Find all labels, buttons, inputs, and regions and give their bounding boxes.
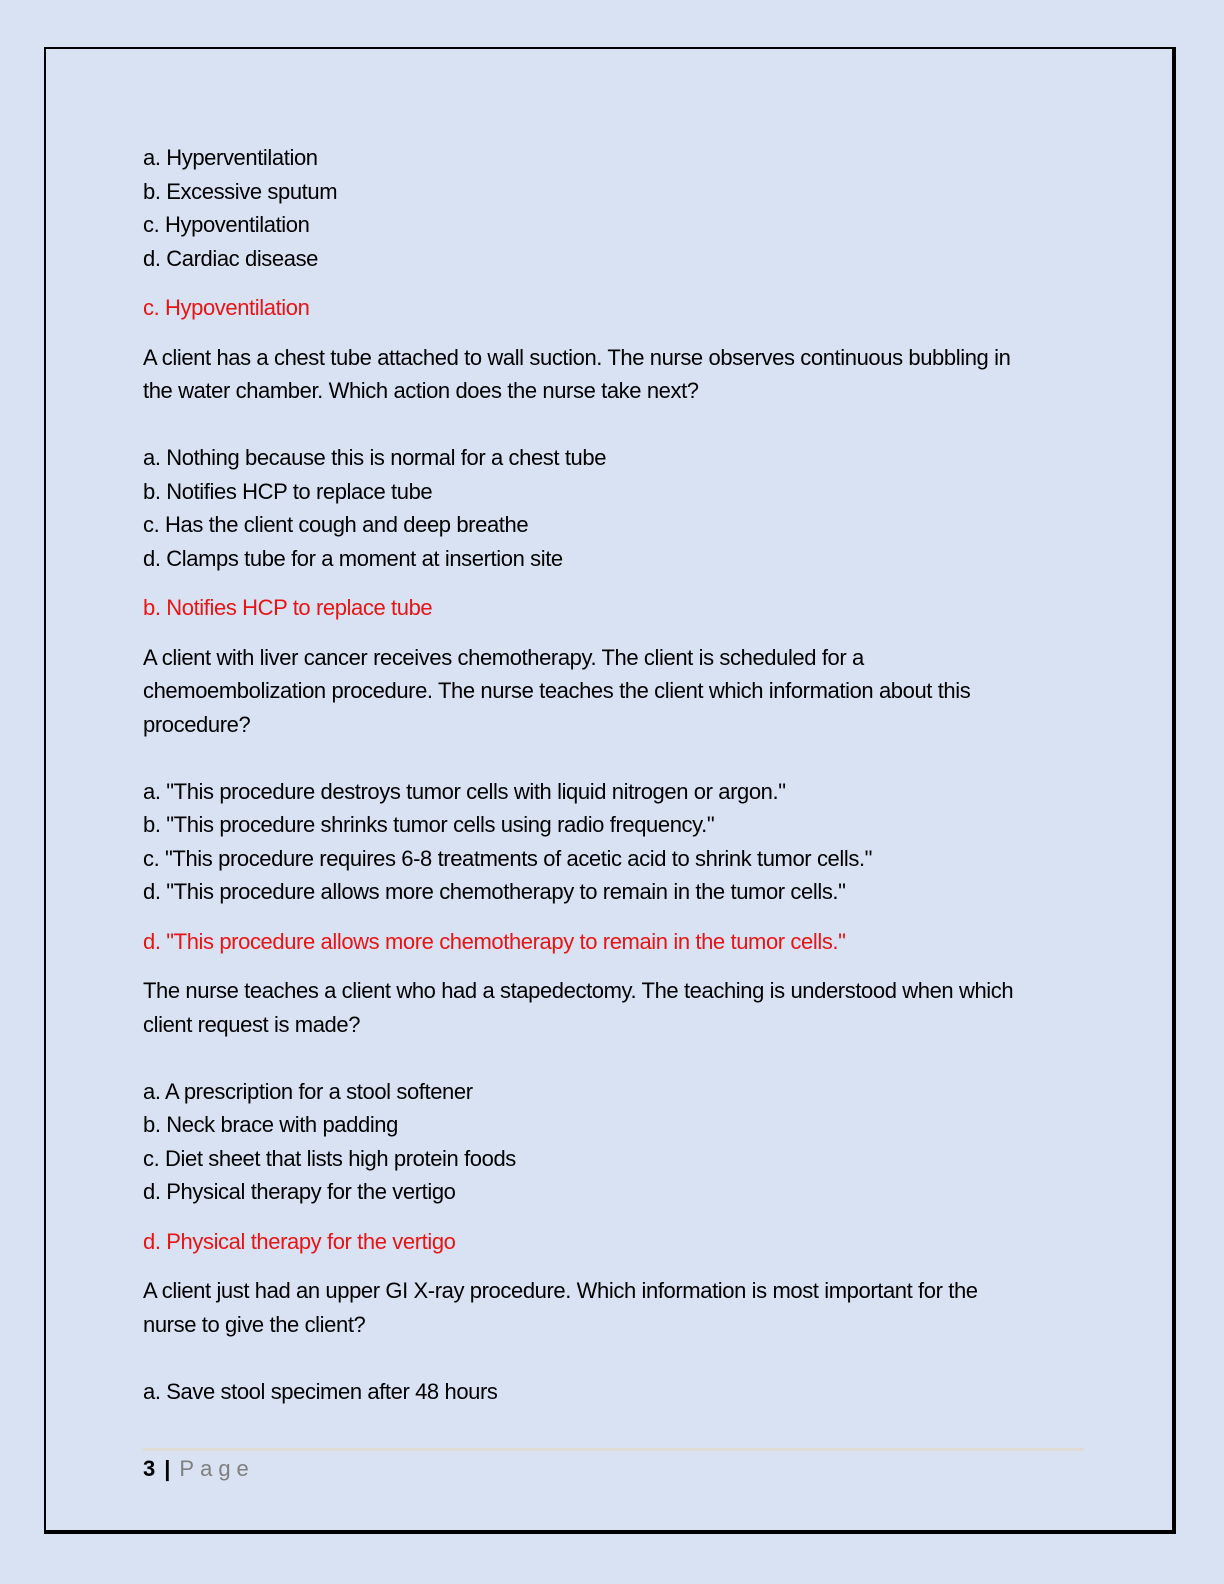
answer-text: c. Hypoventilation xyxy=(143,295,310,320)
question-line: procedure? xyxy=(143,711,251,737)
answer-text: d. "This procedure allows more chemotherapy to remain in the tumor cells." xyxy=(143,928,846,954)
option-line: b. Excessive sputum xyxy=(143,178,338,204)
question-line: A client with liver cancer receives chemotherapy. The client is scheduled for a xyxy=(143,644,864,670)
question-1-options xyxy=(143,141,1103,275)
answer-text: b. Notifies HCP to replace tube xyxy=(143,595,433,620)
question-line: nurse to give the client? xyxy=(143,1311,366,1337)
question-3-text xyxy=(143,641,1103,742)
question-4-options xyxy=(143,1075,1103,1209)
question-line: the water chamber. Which action does the nurse take next? xyxy=(143,378,699,403)
question-line: A client has a chest tube attached to wall suction. The nurse observes continuous bubbling in xyxy=(143,344,1011,370)
question-line: chemoembolization procedure. The nurse teaches the client which information about this xyxy=(143,678,971,703)
option-line: a. Nothing because this is normal for a chest tube xyxy=(143,445,607,470)
option-line: a. Save stool specimen after 48 hours xyxy=(143,1378,498,1404)
footer-separator: | xyxy=(164,1456,171,1481)
question-line: client request is made? xyxy=(143,1011,361,1037)
answer-text: d. Physical therapy for the vertigo xyxy=(143,1228,456,1254)
footer-divider xyxy=(143,1448,1084,1451)
question-2-options xyxy=(143,441,1103,575)
footer-text xyxy=(143,1457,1084,1481)
option-line: d. Cardiac disease xyxy=(143,245,319,271)
question-2-text xyxy=(143,341,1103,408)
option-line: b. Neck brace with padding xyxy=(143,1112,398,1137)
option-line: a. Hyperventilation xyxy=(143,145,318,170)
option-line: a. "This procedure destroys tumor cells with liquid nitrogen or argon." xyxy=(143,778,786,804)
option-line: c. "This procedure requires 6-8 treatments of acetic acid to shrink tumor cells." xyxy=(143,845,873,871)
page-footer xyxy=(143,1448,1084,1481)
option-line: b. "This procedure shrinks tumor cells using radio frequency." xyxy=(143,812,715,837)
question-line: The nurse teaches a client who had a stapedectomy. The teaching is understood when which xyxy=(143,978,1014,1003)
document-content xyxy=(143,141,1103,1424)
option-line: c. Diet sheet that lists high protein foods xyxy=(143,1145,516,1171)
option-line: c. Hypoventilation xyxy=(143,212,310,237)
page-number: 3 xyxy=(143,1456,156,1481)
question-4-text xyxy=(143,974,1103,1041)
question-5-text xyxy=(143,1274,1103,1341)
option-line: d. Physical therapy for the vertigo xyxy=(143,1179,456,1204)
option-line: c. Has the client cough and deep breathe xyxy=(143,512,529,537)
option-line: d. "This procedure allows more chemotherapy to remain in the tumor cells." xyxy=(143,879,846,904)
footer-page-label: Page xyxy=(179,1456,255,1481)
question-3-options xyxy=(143,775,1103,909)
question-line: A client just had an upper GI X-ray procedure. Which information is most important for the xyxy=(143,1278,978,1303)
option-line: b. Notifies HCP to replace tube xyxy=(143,478,433,504)
option-line: d. Clamps tube for a moment at insertion site xyxy=(143,545,563,571)
question-5-options xyxy=(143,1375,1103,1409)
option-line: a. A prescription for a stool softener xyxy=(143,1078,473,1104)
